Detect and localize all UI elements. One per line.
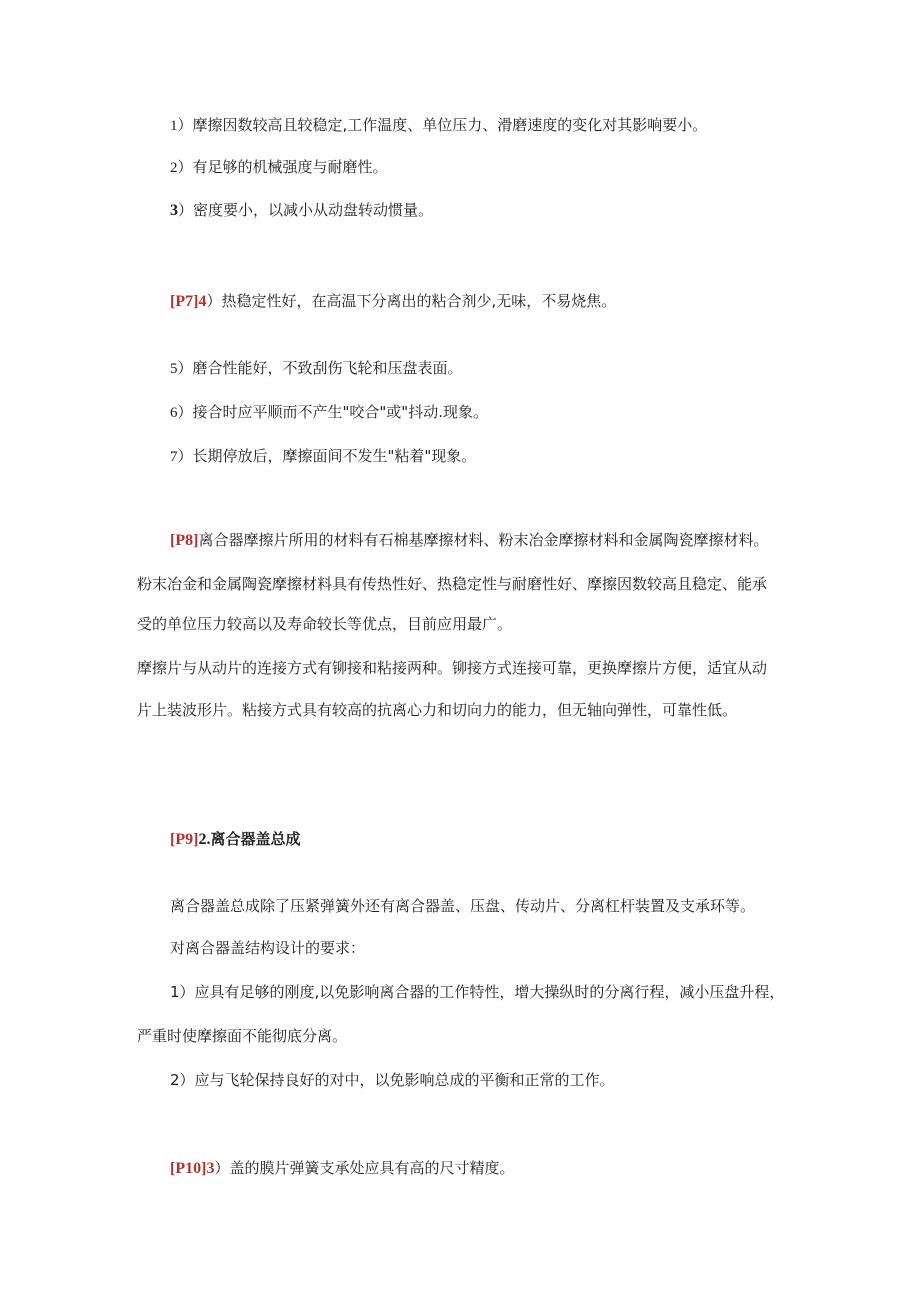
section-heading — [170, 829, 300, 850]
paragraph-text: 2）应与飞轮保持良好的对中，以免影响总成的平衡和正常的工作。 — [170, 1071, 615, 1089]
page-marker-p10: [P10] — [170, 1160, 207, 1177]
p8-paragraph-line-2 — [137, 574, 767, 594]
p9-paragraph-line-1 — [170, 896, 755, 916]
requirement-item-6 — [170, 402, 488, 423]
paragraph-text: 1）应具有足够的刚度,以免影响离合器的工作特性，增大操纵时的分离行程，减小压盘升程， — [170, 983, 785, 1001]
p7-paragraph — [170, 291, 616, 312]
p9-paragraph-line-2 — [170, 938, 365, 958]
page-marker-p9: [P9] — [170, 831, 199, 848]
item-number: 3 — [170, 202, 178, 219]
item-number: 1 — [170, 118, 178, 134]
section-title: 离合器盖总成 — [210, 830, 301, 848]
paragraph-text: 离合器盖总成除了压紧弹簧外还有离合器盖、压盘、传动片、分离杠杆装置及支承环等。 — [170, 897, 756, 915]
requirement-item-3 — [170, 200, 433, 221]
item-text: ）摩擦因数较高且较稳定,工作温度、单位压力、滑磨速度的变化对其影响要小。 — [177, 116, 708, 134]
p8-paragraph-line-5 — [137, 700, 737, 720]
paragraph-text: 对离合器盖结构设计的要求： — [170, 939, 366, 957]
item-text: ）密度要小，以减小从动盘转动惯量。 — [178, 201, 434, 219]
page-marker-p8: [P8] — [170, 532, 199, 549]
item-text: ）有足够的机械强度与耐磨性。 — [177, 158, 388, 176]
item-text: ）盖的膜片弹簧支承处应具有高的尺寸精度。 — [214, 1159, 515, 1177]
item-number: 2 — [170, 160, 178, 176]
item-number: 5 — [170, 361, 178, 377]
p8-paragraph-line-4 — [137, 658, 767, 678]
p8-paragraph-line-3 — [137, 614, 512, 634]
item-text: ）热稳定性好，在高温下分离出的粘合剂少,无味，不易烧焦。 — [206, 292, 617, 310]
paragraph-text: 严重时使摩擦面不能彻底分离。 — [137, 1027, 348, 1045]
item-number: 4 — [198, 293, 207, 310]
paragraph-text: 粉末冶金和金属陶瓷摩擦材料具有传热性好、热稳定性与耐磨性好、摩擦因数较高且稳定、能承 — [137, 575, 768, 593]
section-number: 2. — [198, 831, 211, 848]
paragraph-text: 片上装波形片。粘接方式具有较高的抗离心力和切向力的能力，但无轴向弹性，可靠性低。 — [137, 701, 738, 719]
item-number: 6 — [170, 405, 178, 421]
paragraph-text: 离合器摩擦片所用的材料有石棉基摩擦材料、粉末冶金摩擦材料和金属陶瓷摩擦材料。 — [198, 531, 769, 549]
requirement-item-7 — [170, 446, 476, 467]
requirement-item-2 — [170, 157, 388, 178]
requirement-item-1 — [170, 115, 707, 136]
requirement-item-5 — [170, 358, 463, 379]
item-text: ）磨合性能好，不致刮伤飞轮和压盘表面。 — [177, 359, 463, 377]
paragraph-text: 摩擦片与从动片的连接方式有铆接和粘接两种。铆接方式连接可靠，更换摩擦片方便，适宜从动 — [137, 659, 768, 677]
p8-paragraph-line-1 — [170, 530, 768, 551]
p9-paragraph-line-3 — [170, 982, 784, 1002]
p9-paragraph-line-4 — [137, 1026, 347, 1046]
item-number: 3 — [206, 1160, 215, 1177]
page-marker-p7: [P7] — [170, 293, 199, 310]
item-text: ）接合时应平顺而不产生"咬合"或"抖动.现象。 — [177, 403, 488, 421]
paragraph-text: 受的单位压力较高以及寿命较长等优点，目前应用最广。 — [137, 615, 513, 633]
p9-paragraph-line-5 — [170, 1070, 615, 1090]
p10-paragraph — [170, 1158, 514, 1179]
item-text: ）长期停放后，摩擦面间不发生"粘着"现象。 — [177, 447, 477, 465]
item-number: 7 — [170, 449, 178, 465]
